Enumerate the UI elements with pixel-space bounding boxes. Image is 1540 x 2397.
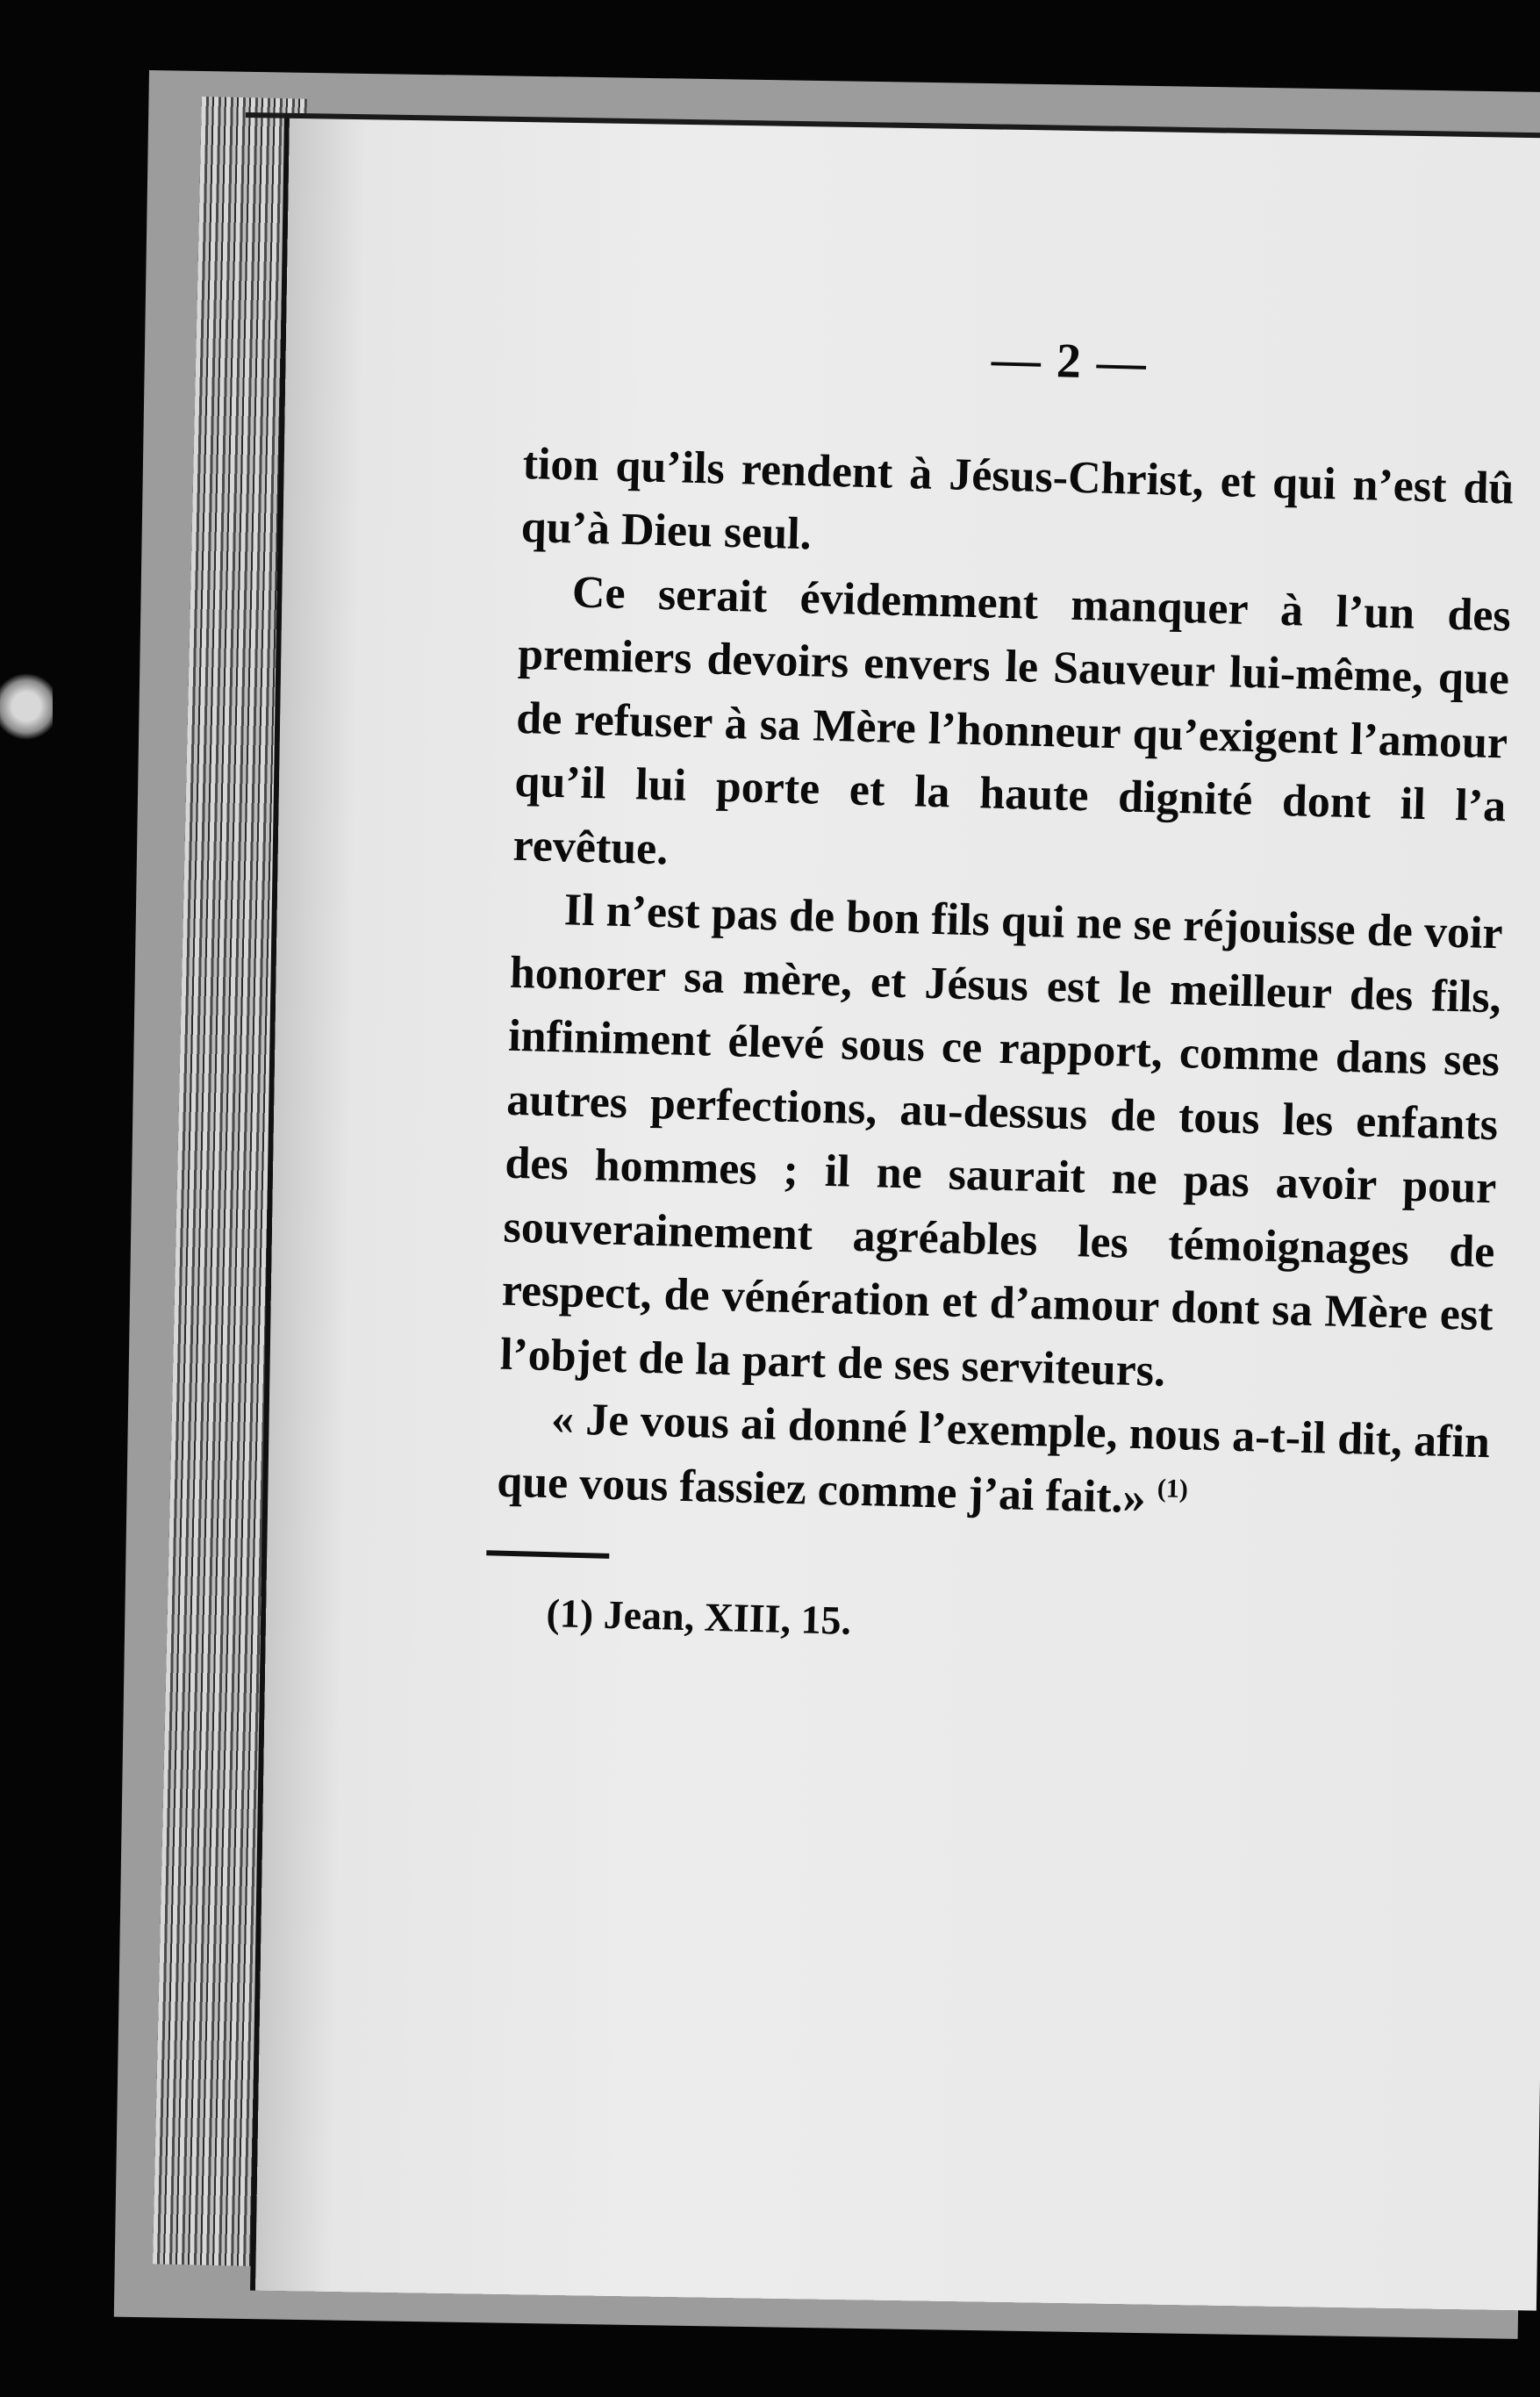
scan-artifact <box>0 667 53 746</box>
paragraph-4 <box>496 1387 1490 1539</box>
paragraph-3: Il n’est pas de bon fils qui ne se réjouisse de voir honorer sa mère, et Jésus est le meilleur des fils, infiniment élevé sous ce rapport, comme dans ses autres perfections, au-dessus de tous les enfants des hommes ; il ne saurait ne pas avoir pour souverainement agréables les témoignages de respect, de vénération et d’amour dont sa Mère est l’objet de la part de ses serviteurs. <box>499 885 1504 1396</box>
quote-text: « Je vous ai donné l’exemple, nous a-t-il dit, afin que vous fassiez comme j’ai fait.» <box>496 1394 1491 1523</box>
page-text <box>493 316 1518 1669</box>
page-number: — 2 — <box>991 332 1149 391</box>
paragraph-1: tion qu’ils rendent à Jésus-Christ, et qui n’est dû qu’à Dieu seul. <box>520 438 1515 560</box>
paragraph-2: Ce serait évidemment manquer à l’un des premiers devoirs envers le Sauveur lui-même, que de refuser à sa Mère l’honneur qu’exigent l’amour qu’il lui porte et la haute dignité dont il l’a revêtue. <box>512 566 1512 874</box>
footnote: (1) Jean, XIII, 15. <box>545 1590 852 1643</box>
footnote-divider <box>486 1550 609 1559</box>
footnote-reference: (1) <box>1157 1473 1189 1504</box>
